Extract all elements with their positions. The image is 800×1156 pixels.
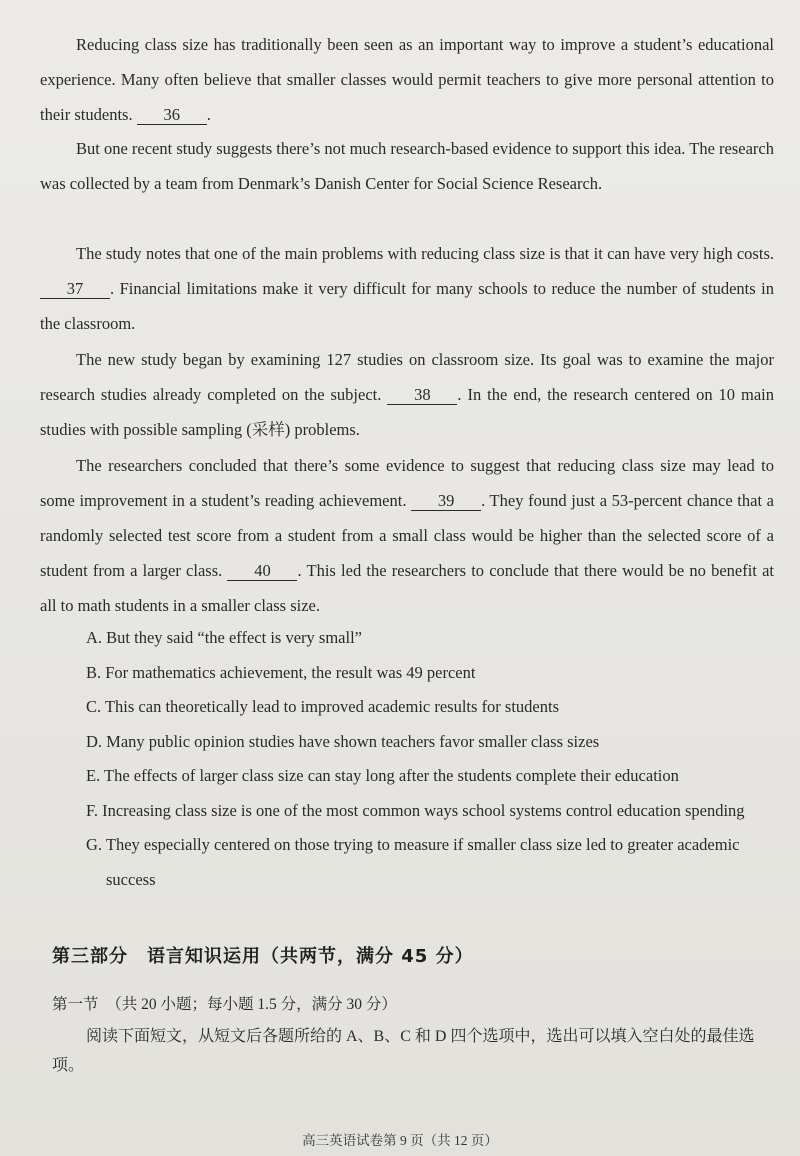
section-title: 第三部分 语言知识运用（共两节，满分 45 分） xyxy=(52,946,474,967)
passage-paragraph-5 xyxy=(40,448,774,623)
option-b: B. For mathematics achievement, the result was 49 percent xyxy=(86,662,476,682)
section-subtitle: 第一节 （共 20 小题；每小题 1.5 分，满分 30 分） xyxy=(52,996,397,1013)
blank-37: 37 xyxy=(40,280,110,299)
passage-paragraph-1 xyxy=(40,27,774,132)
paragraph-text: . In the end, the research centered on 10 main studies with possible sampling (采样) problems. xyxy=(40,385,775,439)
passage-paragraph-4 xyxy=(40,342,774,447)
blank-36: 36 xyxy=(137,106,207,125)
paragraph-text: The study notes that one of the main problems with reducing class size is that it can have very high costs. xyxy=(76,244,774,263)
blank-40: 40 xyxy=(227,562,297,581)
option-f: F. Increasing class size is one of the most common ways school systems control education spending xyxy=(86,800,745,820)
option-c: C. This can theoretically lead to improved academic results for students xyxy=(86,697,560,716)
passage-paragraph-3 xyxy=(40,236,774,341)
blank-38: 38 xyxy=(387,386,457,405)
paragraph-text: Reducing class size has traditionally been seen as an important way to improve a student’s educational experience. Many often believe that smaller classes would permit teachers to give more personal attention to their students. xyxy=(40,35,774,124)
paragraph-text: . xyxy=(206,105,211,124)
option-g: G. They especially centered on those trying to measure if smaller class size led to greater academic success xyxy=(86,835,740,889)
paragraph-text: The new study began by examining 127 studies on classroom size. Its goal was to examine the major research studies already completed on the subject. xyxy=(40,350,774,404)
page-footer: 高三英语试卷第 9 页（共 12 页） xyxy=(302,1133,498,1148)
option-e: E. The effects of larger class size can stay long after the students complete their education xyxy=(86,766,679,785)
paragraph-text: . They found just a 53-percent chance that a randomly selected test score from a student from a small class would be higher than the selected score of a student from a larger class. xyxy=(40,491,775,580)
paragraph-text: . This led the researchers to conclude that there would be no benefit at all to math students in a smaller class size. xyxy=(40,561,774,615)
section-instructions: 阅读下面短文，从短文后各题所给的 A、B、C 和 D 四个选项中，选出可以填入空白处的最佳选项。 xyxy=(52,1028,755,1074)
passage-paragraph-2: But one recent study suggests there’s not much research-based evidence to support this idea. The research was collected by a team from Denmark’s Danish Center for Social Science Research. xyxy=(40,139,774,193)
answer-options xyxy=(86,621,776,897)
paragraph-text: The researchers concluded that there’s some evidence to suggest that reducing class size may lead to some improvement in a student’s reading achievement. xyxy=(40,456,774,510)
option-a: A. But they said “the effect is very small” xyxy=(86,628,362,647)
blank-39: 39 xyxy=(411,492,481,511)
option-d: D. Many public opinion studies have shown teachers favor smaller class sizes xyxy=(86,731,600,751)
paragraph-text: . Financial limitations make it very difficult for many schools to reduce the number of students in the classroom. xyxy=(40,279,774,333)
